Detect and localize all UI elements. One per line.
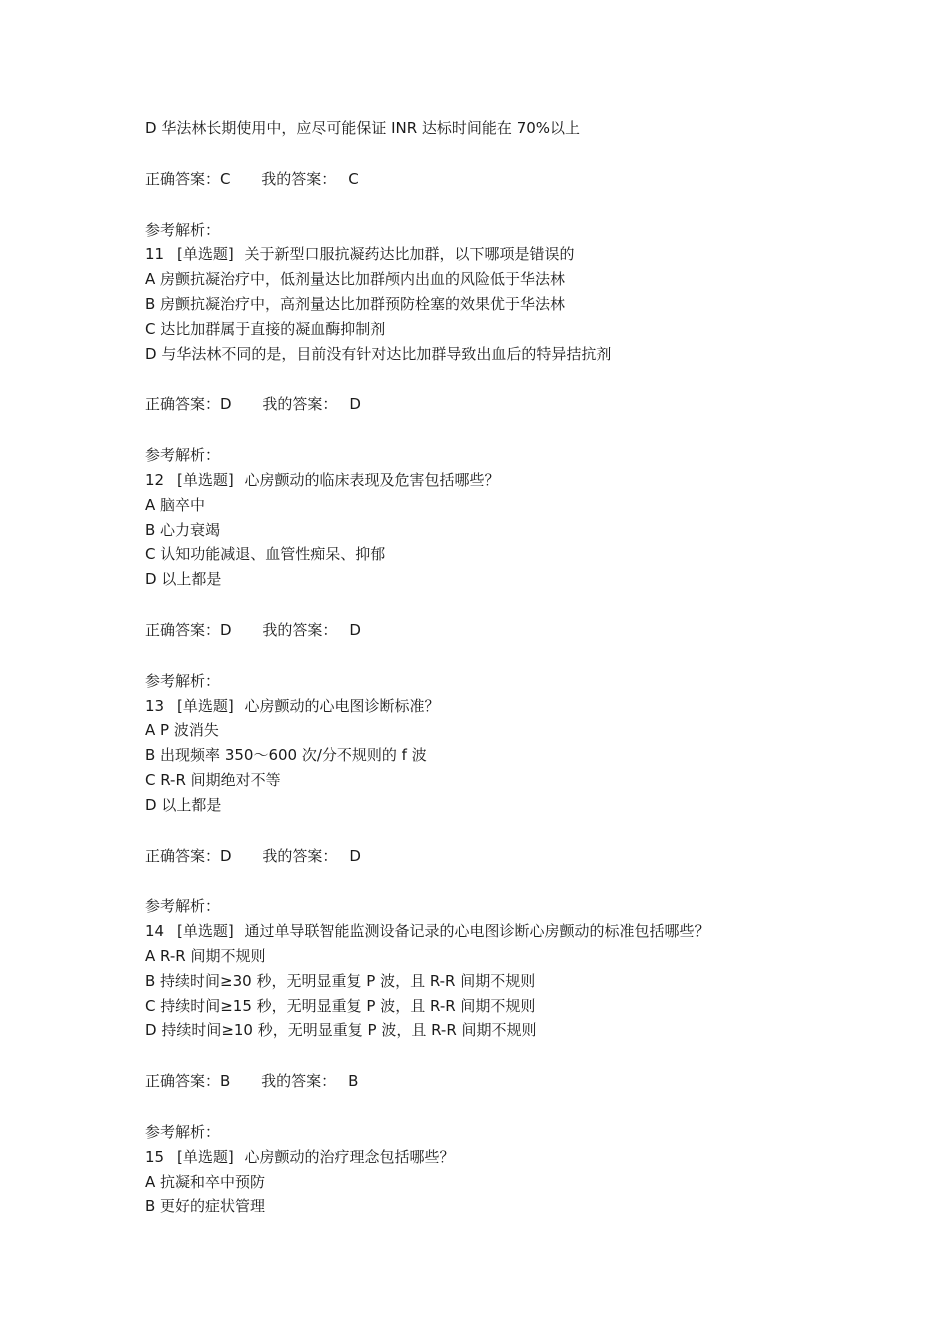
answer-line (145, 1069, 905, 1094)
option-b: B 持续时间≥30 秒，无明显重复 P 波，且 R-R 间期不规则 (145, 971, 536, 990)
question-stem (145, 1145, 905, 1170)
question-text: 关于新型口服抗凝药达比加群，以下哪项是错误的 (244, 245, 575, 264)
option-b: B 出现频率 350～600 次/分不规则的 f 波 (145, 746, 427, 765)
correct-answer-label: 正确答案： (145, 169, 221, 188)
correct-answer-label: 正确答案： (145, 846, 221, 865)
question-number: 15 (145, 1147, 165, 1166)
option-a: A 房颤抗凝治疗中，低剂量达比加群颅内出血的风险低于华法林 (145, 270, 566, 289)
question-type: [单选题] (177, 696, 234, 715)
option-b: B 更好的症状管理 (145, 1197, 266, 1216)
my-answer-label: 我的答案： (262, 395, 338, 414)
analysis-label: 参考解析： (145, 897, 221, 916)
my-answer-value: D (349, 620, 361, 639)
correct-answer-label: 正确答案： (145, 395, 221, 414)
answer-line (145, 167, 905, 192)
correct-answer-value: D (220, 846, 232, 865)
option-a: A 脑卒中 (145, 495, 206, 514)
option-a: A P 波消失 (145, 721, 219, 740)
my-answer-value: C (348, 169, 359, 188)
question-stem (145, 694, 905, 719)
option-a: A R-R 间期不规则 (145, 946, 266, 965)
question-text: 心房颤动的治疗理念包括哪些？ (244, 1147, 455, 1166)
my-answer-label: 我的答案： (261, 169, 337, 188)
analysis-label: 参考解析： (145, 220, 221, 239)
my-answer-label: 我的答案： (262, 620, 338, 639)
document-page (145, 116, 905, 1219)
answer-line (145, 844, 905, 869)
correct-answer-label: 正确答案： (145, 620, 221, 639)
option-d: D 以上都是 (145, 570, 222, 589)
question-text: 通过单导联智能监测设备记录的心电图诊断心房颤动的标准包括哪些？ (244, 922, 710, 941)
question-text: 心房颤动的临床表现及危害包括哪些？ (244, 470, 500, 489)
correct-answer-value: B (220, 1072, 231, 1091)
option-d: D 持续时间≥10 秒，无明显重复 P 波，且 R-R 间期不规则 (145, 1021, 537, 1040)
correct-answer-value: D (220, 395, 232, 414)
question-number: 11 (145, 245, 165, 264)
option-c: C 持续时间≥15 秒，无明显重复 P 波，且 R-R 间期不规则 (145, 996, 536, 1015)
analysis-label: 参考解析： (145, 446, 221, 465)
question-number: 12 (145, 470, 165, 489)
option-c: C 认知功能减退、血管性痴呆、抑郁 (145, 545, 386, 564)
question-type: [单选题] (177, 470, 234, 489)
option-b: B 房颤抗凝治疗中，高剂量达比加群预防栓塞的效果优于华法林 (145, 294, 566, 313)
option-d: D 以上都是 (145, 795, 222, 814)
my-answer-label: 我的答案： (262, 846, 338, 865)
analysis-label: 参考解析： (145, 1122, 221, 1141)
question-type: [单选题] (177, 1147, 234, 1166)
answer-line (145, 618, 905, 643)
correct-answer-value: D (220, 620, 232, 639)
correct-answer-value: C (220, 169, 231, 188)
question-type: [单选题] (177, 245, 234, 264)
correct-answer-label: 正确答案： (145, 1072, 221, 1091)
question-stem (145, 242, 905, 267)
option-b: B 心力衰竭 (145, 520, 221, 539)
option-d: D 华法林长期使用中，应尽可能保证 INR 达标时间能在 70%以上 (145, 119, 581, 137)
option-c: C R-R 间期绝对不等 (145, 770, 281, 789)
option-a: A 抗凝和卒中预防 (145, 1172, 266, 1191)
question-stem (145, 468, 905, 493)
my-answer-value: D (349, 846, 361, 865)
option-c: C 达比加群属于直接的凝血酶抑制剂 (145, 319, 386, 338)
my-answer-value: B (348, 1072, 359, 1091)
question-number: 13 (145, 696, 165, 715)
option-d: D 与华法林不同的是，目前没有针对达比加群导致出血后的特异拮抗剂 (145, 344, 612, 363)
my-answer-value: D (349, 395, 361, 414)
question-text: 心房颤动的心电图诊断标准？ (244, 696, 440, 715)
my-answer-label: 我的答案： (261, 1072, 337, 1091)
question-type: [单选题] (177, 922, 234, 941)
question-number: 14 (145, 922, 165, 941)
answer-line (145, 392, 905, 417)
question-stem (145, 919, 905, 944)
analysis-label: 参考解析： (145, 671, 221, 690)
